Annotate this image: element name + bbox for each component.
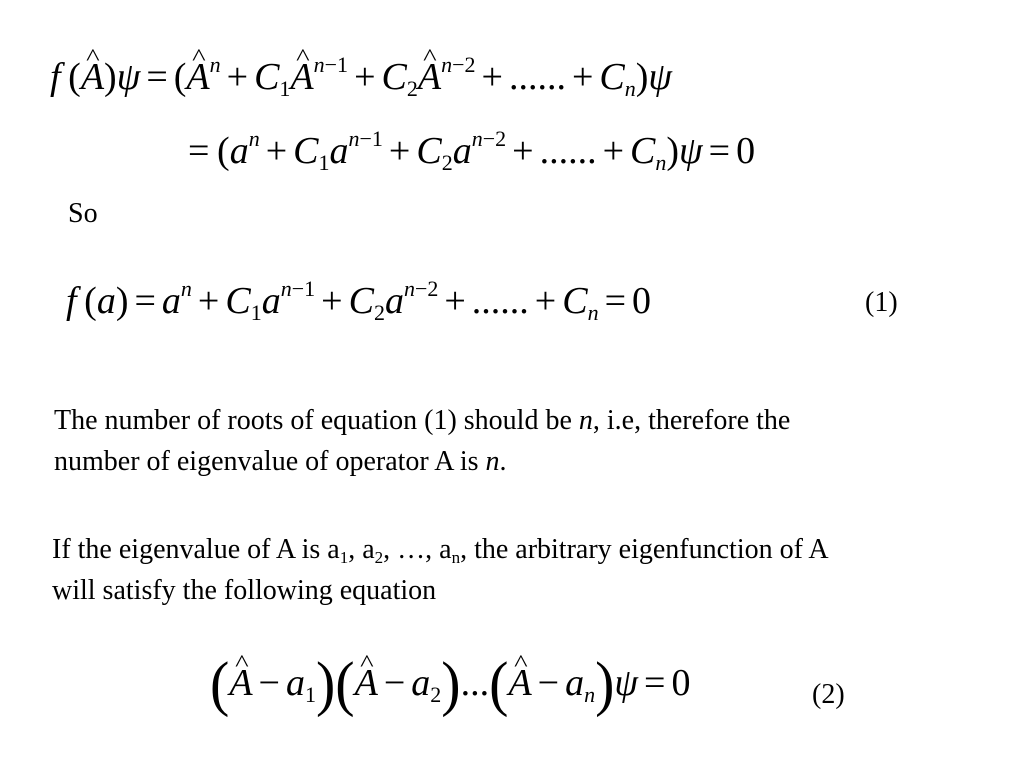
paragraph-eigen-sub2: 2 <box>374 548 384 567</box>
paragraph-eigenvalues <box>52 529 829 611</box>
paragraph-roots-n2: n <box>485 446 500 477</box>
paragraph-roots-n1: n <box>578 405 593 436</box>
paragraph-eigen-line1-part2: , the arbitrary eigenfunction of A <box>460 534 829 565</box>
paragraph-eigen-line1-part1: If the eigenvalue of A is a <box>52 534 340 565</box>
equation-1-number: (1) <box>865 287 898 318</box>
equation-f-of-A-line1: f (^ A)ψ = (^ $A^n$ + $C_1\^{}$ $A^{n-1}$ + $C_2\^{}$ $A^{n-2}$ + ...... + $C_n)\psi$ <box>50 58 672 96</box>
paragraph-roots-end: . <box>499 446 507 477</box>
paragraph-eigen-sep2: , …, a <box>383 534 452 565</box>
paragraph-roots-part1: The number of roots of equation (1) should be <box>54 405 579 436</box>
paragraph-roots <box>54 400 790 482</box>
equation-1: f $(a) = a^n + C_1a^{n-1} + C_2a^{n-2}$ + ...... + $C_n = 0$ <box>66 276 652 325</box>
equation-f-of-A-line2: = ($a^n + C_1a^{n-1} + C_2a^{n-2}$ + ...... + $C_n)\psi = 0$ <box>188 126 756 175</box>
paragraph-eigen-line2: will satisfy the following equation <box>52 575 437 606</box>
paragraph-roots-part2: , i.e, therefore the <box>592 405 791 436</box>
so-label: So <box>68 198 98 229</box>
paragraph-roots-line2: number of eigenvalue of operator A is <box>54 446 486 477</box>
equation-2-number: (2) <box>812 679 845 710</box>
paragraph-eigen-sep1: , a <box>348 534 375 565</box>
paragraph-eigen-subn: n <box>451 548 461 567</box>
paragraph-eigen-sub1: 1 <box>339 548 349 567</box>
equation-2: (^ $A - a_1)(\^{}$ $A - a_2)...(\^{}$ $A - a_n)\psi = 0$ <box>210 655 690 713</box>
